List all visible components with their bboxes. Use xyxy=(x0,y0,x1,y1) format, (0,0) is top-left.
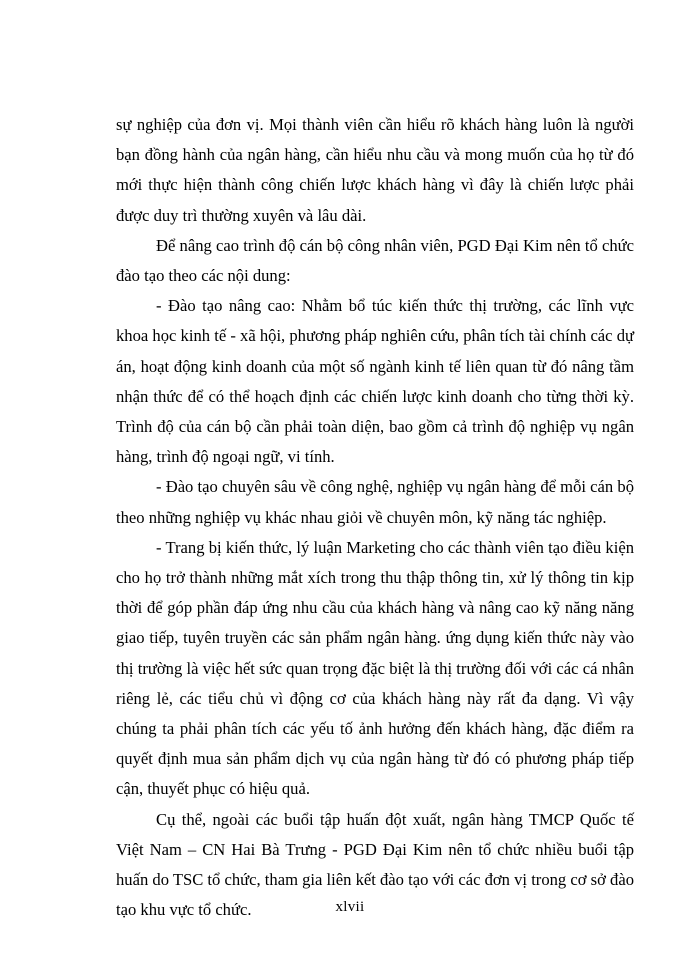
paragraph: - Đào tạo nâng cao: Nhằm bổ túc kiến thức thị trường, các lĩnh vực khoa học kinh tế - xã hội, phương pháp nghiên cứu, phân tích tài chính các dự án, hoạt động kinh doanh của một số ngành kinh tế liên quan từ đó nâng tầm nhận thức để có thể hoạch định các chiến lược kinh doanh cho từng thời kỳ. Trình độ của cán bộ cần phải toàn diện, bao gồm cả trình độ nghiệp vụ ngân hàng, trình độ ngoại ngữ, vi tính. xyxy=(116,296,634,467)
paragraph: - Trang bị kiến thức, lý luận Marketing cho các thành viên tạo điều kiện cho họ trở thành những mắt xích trong thu thập thông tin, xử lý thông tin kịp thời để góp phần đáp ứng nhu cầu của khách hàng và nâng cao kỹ năng năng giao tiếp, tuyên truyền các sản phẩm ngân hàng. ứng dụng kiến thức này vào thị trường là việc hết sức quan trọng đặc biệt là thị trường đối với các cá nhân riêng lẻ, các tiểu chủ vì động cơ của khách hàng này rất đa dạng. Vì vậy chúng ta phải phân tích các yếu tố ảnh hưởng đến khách hàng, đặc điểm ra quyết định mua sản phẩm dịch vụ của ngân hàng từ đó có phương pháp tiếp cận, thuyết phục có hiệu quả. xyxy=(116,537,634,799)
page-number: xlvii xyxy=(335,899,365,915)
paragraph: - Đào tạo chuyên sâu về công nghệ, nghiệp vụ ngân hàng để mỗi cán bộ theo những nghiệp vụ khác nhau giỏi về chuyên môn, kỹ năng tác nghiệp. xyxy=(116,477,634,527)
paragraph: sự nghiệp của đơn vị. Mọi thành viên cần hiểu rõ khách hàng luôn là người bạn đồng hành của ngân hàng, cần hiểu nhu cầu và mong muốn của họ từ đó mới thực hiện thành công chiến lược khách hàng vì đây là chiến lược phải được duy trì thường xuyên và lâu dài. xyxy=(116,115,634,225)
body-text xyxy=(116,110,634,925)
paragraph: Cụ thể, ngoài các buổi tập huấn đột xuất, ngân hàng TMCP Quốc tế Việt Nam – CN Hai Bà Trưng - PGD Đại Kim nên tổ chức nhiều buổi tập huấn do TSC tổ chức, tham gia liên kết đào tạo với các đơn vị trong cơ sở đào tạo khu vực tổ chức. xyxy=(116,809,634,920)
paragraph: Để nâng cao trình độ cán bộ công nhân viên, PGD Đại Kim nên tổ chức đào tạo theo các nội dung: xyxy=(116,235,634,286)
